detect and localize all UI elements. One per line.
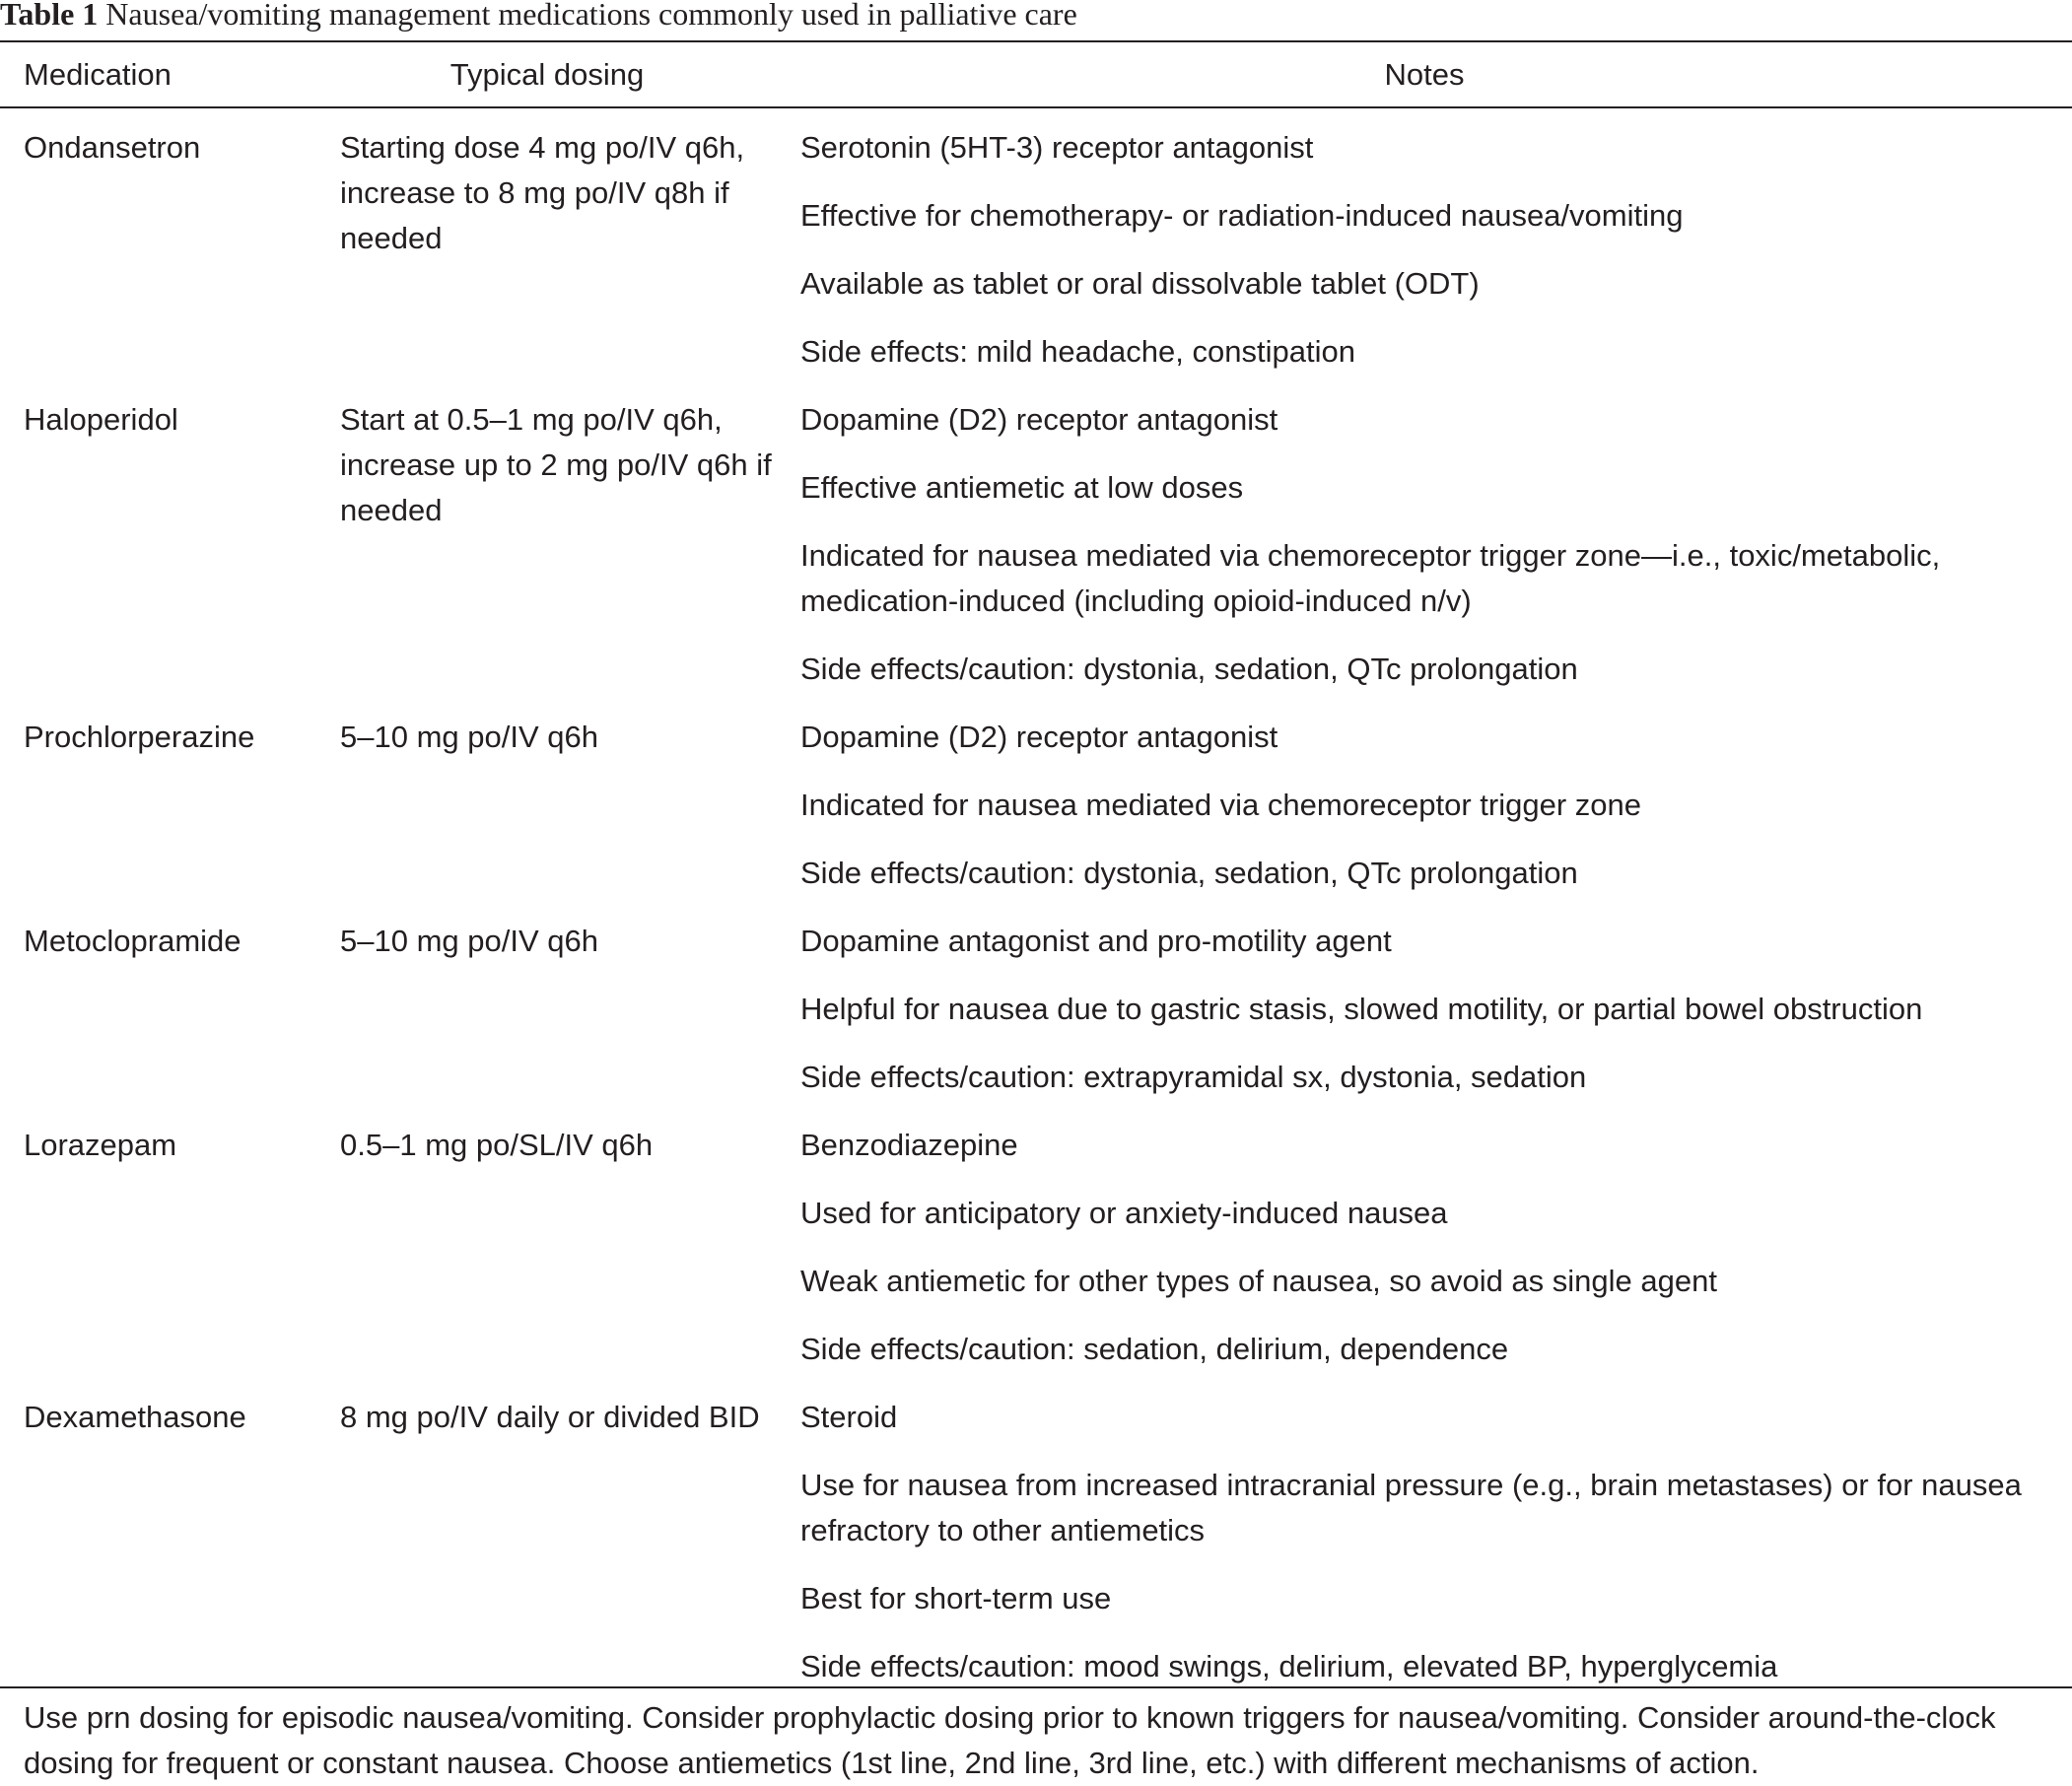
notes-cell bbox=[800, 919, 2072, 1123]
table-body bbox=[0, 125, 2072, 1712]
dosing-cell: Start at 0.5–1 mg po/IV q6h, increase up to 2 mg po/IV q6h if needed bbox=[340, 402, 772, 527]
header-notes: Notes bbox=[1384, 57, 1465, 92]
note-line: Side effects/caution: sedation, delirium, dependence bbox=[800, 1332, 1509, 1366]
medication-cell: Haloperidol bbox=[24, 402, 178, 437]
note-line: Used for anticipatory or anxiety-induced nausea bbox=[800, 1196, 1448, 1230]
dosing-cell: 5–10 mg po/IV q6h bbox=[340, 924, 598, 958]
medication-cell: Lorazepam bbox=[24, 1128, 177, 1162]
table-row bbox=[0, 715, 2072, 919]
table-row bbox=[0, 125, 2072, 397]
note-line: Effective antiemetic at low doses bbox=[800, 470, 1244, 505]
notes-cell bbox=[800, 397, 2072, 715]
notes-cell bbox=[800, 1395, 2072, 1712]
header-medication: Medication bbox=[24, 57, 172, 92]
dosing-cell: 5–10 mg po/IV q6h bbox=[340, 720, 598, 754]
note-line: Dopamine (D2) receptor antagonist bbox=[800, 402, 1278, 437]
notes-cell bbox=[800, 125, 2072, 397]
table-row bbox=[0, 919, 2072, 1123]
note-line: Best for short-term use bbox=[800, 1581, 1112, 1615]
table-caption bbox=[0, 0, 1077, 32]
table-row bbox=[0, 1123, 2072, 1395]
table-header bbox=[0, 45, 2072, 104]
note-line: Side effects/caution: dystonia, sedation, QTc prolongation bbox=[800, 856, 1578, 890]
note-line: Side effects: mild headache, constipation bbox=[800, 334, 1355, 369]
medication-cell: Metoclopramide bbox=[24, 924, 242, 958]
bottom-rule bbox=[0, 1686, 2072, 1688]
notes-cell bbox=[800, 715, 2072, 919]
note-line: Available as tablet or oral dissolvable tablet (ODT) bbox=[800, 266, 1480, 301]
notes-cell bbox=[800, 1123, 2072, 1395]
dosing-cell: Starting dose 4 mg po/IV q6h, increase to 8 mg po/IV q8h if needed bbox=[340, 130, 745, 255]
note-line: Dopamine antagonist and pro-motility agent bbox=[800, 924, 1392, 958]
note-line: Effective for chemotherapy- or radiation-induced nausea/vomiting bbox=[800, 198, 1684, 233]
note-line: Use for nausea from increased intracranial pressure (e.g., brain metastases) or for nausea refractory to other antiemetics bbox=[800, 1468, 2022, 1547]
note-line: Side effects/caution: mood swings, delirium, elevated BP, hyperglycemia bbox=[800, 1649, 1778, 1683]
note-line: Side effects/caution: extrapyramidal sx, dystonia, sedation bbox=[800, 1060, 1587, 1094]
note-line: Weak antiemetic for other types of nausea, so avoid as single agent bbox=[800, 1264, 1717, 1298]
header-rule bbox=[0, 106, 2072, 108]
dosing-cell: 0.5–1 mg po/SL/IV q6h bbox=[340, 1128, 654, 1162]
table-caption-label: Table 1 bbox=[0, 0, 99, 32]
table-row bbox=[0, 397, 2072, 715]
medication-cell: Ondansetron bbox=[24, 130, 201, 165]
medication-cell: Prochlorperazine bbox=[24, 720, 255, 754]
table-caption-text: Nausea/vomiting management medications commonly used in palliative care bbox=[105, 0, 1077, 32]
top-rule bbox=[0, 40, 2072, 42]
table-row bbox=[0, 1395, 2072, 1712]
header-typical-dosing: Typical dosing bbox=[449, 57, 645, 92]
dosing-cell: 8 mg po/IV daily or divided BID bbox=[340, 1400, 760, 1434]
medication-cell: Dexamethasone bbox=[24, 1400, 246, 1434]
note-line: Steroid bbox=[800, 1400, 898, 1434]
note-line: Side effects/caution: dystonia, sedation, QTc prolongation bbox=[800, 652, 1578, 686]
note-line: Indicated for nausea mediated via chemoreceptor trigger zone—i.e., toxic/metabolic, medication-induced (including opioid-induced n/v) bbox=[800, 538, 1941, 618]
table-footnote: Use prn dosing for episodic nausea/vomiting. Consider prophylactic dosing prior to known triggers for nausea/vomiting. Consider around-the-clock dosing for frequent or constant nausea. Choose antiemetics (1st line, 2nd line, 3rd line, etc.) with different mechanisms of action. bbox=[24, 1700, 1996, 1780]
note-line: Dopamine (D2) receptor antagonist bbox=[800, 720, 1278, 754]
note-line: Helpful for nausea due to gastric stasis, slowed motility, or partial bowel obstruction bbox=[800, 992, 1923, 1026]
note-line: Indicated for nausea mediated via chemoreceptor trigger zone bbox=[800, 788, 1641, 822]
note-line: Benzodiazepine bbox=[800, 1128, 1018, 1162]
note-line: Serotonin (5HT-3) receptor antagonist bbox=[800, 130, 1314, 165]
